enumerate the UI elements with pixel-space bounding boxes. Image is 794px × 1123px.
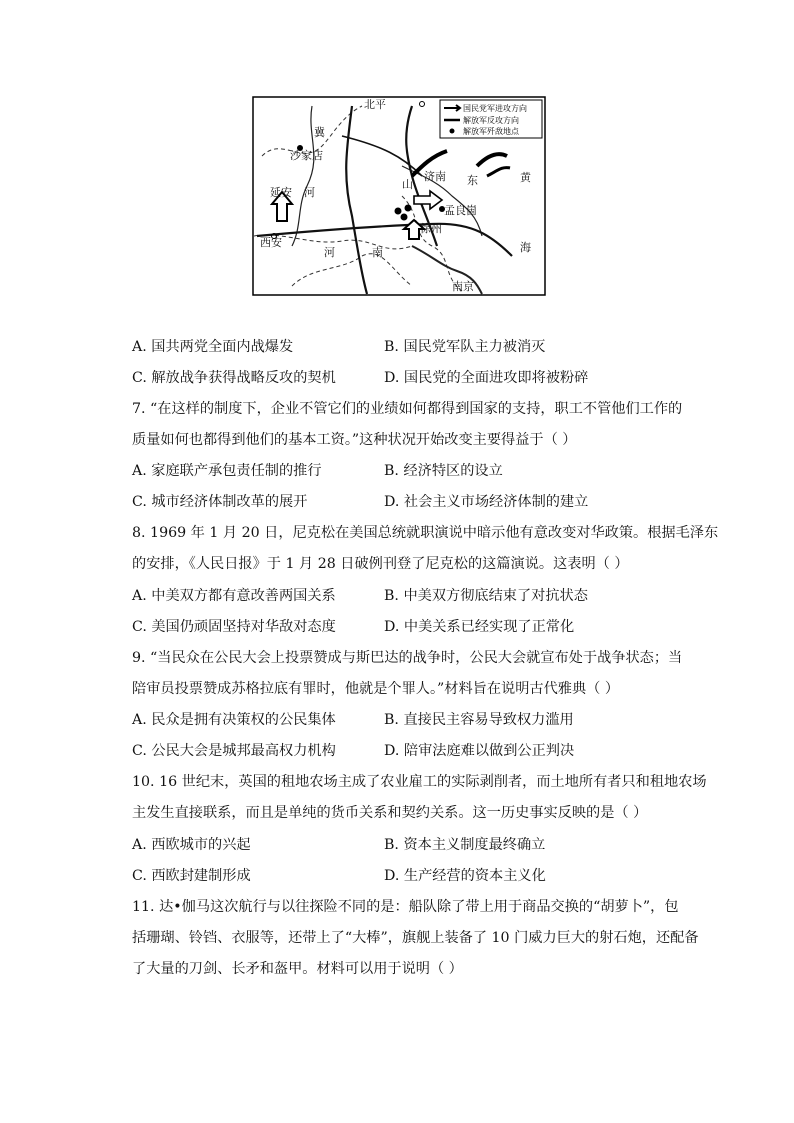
place-label: 北平 (364, 98, 386, 111)
q9-option-a: A. 民众是拥有决策权的公民集体 (132, 712, 336, 728)
place-label: 沙家店 (290, 149, 323, 162)
q8-option-d: D. 中美关系已经实现了正常化 (384, 619, 575, 635)
q6-option-a: A. 国共两党全面内战爆发 (132, 339, 294, 355)
battle-point-icon (401, 214, 408, 221)
place-label: 延安 (270, 186, 292, 199)
place-label: 东 (467, 174, 478, 187)
legend-label: 解放军歼敌地点 (463, 127, 519, 136)
q6-option-d: D. 国民党的全面进攻即将被粉碎 (384, 370, 589, 386)
q7-stem-line1: 7. “在这样的制度下，企业不管它们的业绩如何都得到国家的支持，职工不管他们工作的 (132, 401, 683, 417)
q8-option-c: C. 美国仍顽固坚持对华敌对态度 (132, 619, 336, 635)
q8-stem-line1: 8. 1969 年 1 月 20 日，尼克松在美国总统就职演说中暗示他有意改变对华政策。根据毛泽东 (132, 525, 719, 541)
map-figure (252, 96, 546, 296)
q10-stem-line1: 10. 16 世纪末，英国的租地农场主成了农业雇工的实际剥削者，而土地所有者只和租地农场 (132, 774, 707, 790)
legend-battle-icon (450, 129, 455, 134)
place-label: 冀 (314, 126, 325, 139)
q10-option-c: C. 西欧封建制形成 (132, 868, 251, 884)
q6-option-b: B. 国民党军队主力被消灭 (384, 339, 546, 355)
place-label: 海 (520, 241, 531, 254)
place-label: 河 (324, 246, 335, 259)
q9-stem-line1: 9. “当民众在公民大会上投票赞成与斯巴达的战争时，公民大会就宣布处于战争状态；当 (132, 650, 683, 666)
q7-option-b: B. 经济特区的设立 (384, 463, 503, 479)
q10-option-a: A. 西欧城市的兴起 (132, 837, 251, 853)
place-label: 济南 (424, 170, 446, 183)
legend-label: 解放军反攻方向 (463, 116, 519, 125)
q11-stem-line1: 11. 达•伽马这次航行与以往探险不同的是：船队除了带上用于商品交换的“胡萝卜”，包 (132, 899, 679, 915)
battle-point-icon (405, 205, 412, 212)
q7-stem-line2: 质量如何也都得到他们的基本工资。”这种状况开始改变主要得益于（ ） (132, 432, 577, 448)
q9-option-d: D. 陪审法庭难以做到公正判决 (384, 743, 575, 759)
q7-option-d: D. 社会主义市场经济体制的建立 (384, 494, 589, 510)
q7-option-a: A. 家庭联产承包责任制的推行 (132, 463, 322, 479)
q10-option-d: D. 生产经营的资本主义化 (384, 868, 546, 884)
place-label: 河 (304, 186, 315, 199)
legend-label: 国民党军进攻方向 (463, 104, 527, 113)
q8-stem-line2: 的安排，《人民日报》于 1 月 28 日破例刊登了尼克松的这篇演说。这表明（ ） (132, 556, 629, 572)
q11-stem-line2: 括珊瑚、铃铛、衣服等，还带上了“大棒”，旗舰上装备了 10 门威力巨大的射石炮，还配备 (132, 930, 699, 946)
q6-option-c: C. 解放战争获得战略反攻的契机 (132, 370, 336, 386)
battle-point-icon (395, 208, 402, 215)
place-label: 黄 (520, 171, 531, 184)
q9-option-c: C. 公民大会是城邦最高权力机构 (132, 743, 336, 759)
q8-option-a: A. 中美双方都有意改善两国关系 (132, 588, 336, 604)
place-label: 孟良崮 (444, 204, 477, 217)
q10-stem-line2: 主发生直接联系，而且是单纯的货币关系和契约关系。这一历史事实反映的是（ ） (132, 805, 648, 821)
place-label: 西安 (260, 236, 282, 249)
place-label: 南 (372, 246, 383, 259)
place-label: 徐州 (420, 222, 442, 235)
q9-option-b: B. 直接民主容易导致权力滥用 (384, 712, 574, 728)
q7-option-c: C. 城市经济体制改革的展开 (132, 494, 308, 510)
q10-option-b: B. 资本主义制度最终确立 (384, 837, 546, 853)
place-label: 南京 (452, 280, 474, 293)
q9-stem-line2: 陪审员投票赞成苏格拉底有罪时，他就是个罪人。”材料旨在说明古代雅典（ ） (132, 681, 620, 697)
q8-option-b: B. 中美双方彻底结束了对抗状态 (384, 588, 588, 604)
q11-stem-line3: 了大量的刀剑、长矛和盔甲。材料可以用于说明（ ） (132, 961, 463, 977)
place-label: 山 (402, 178, 413, 191)
